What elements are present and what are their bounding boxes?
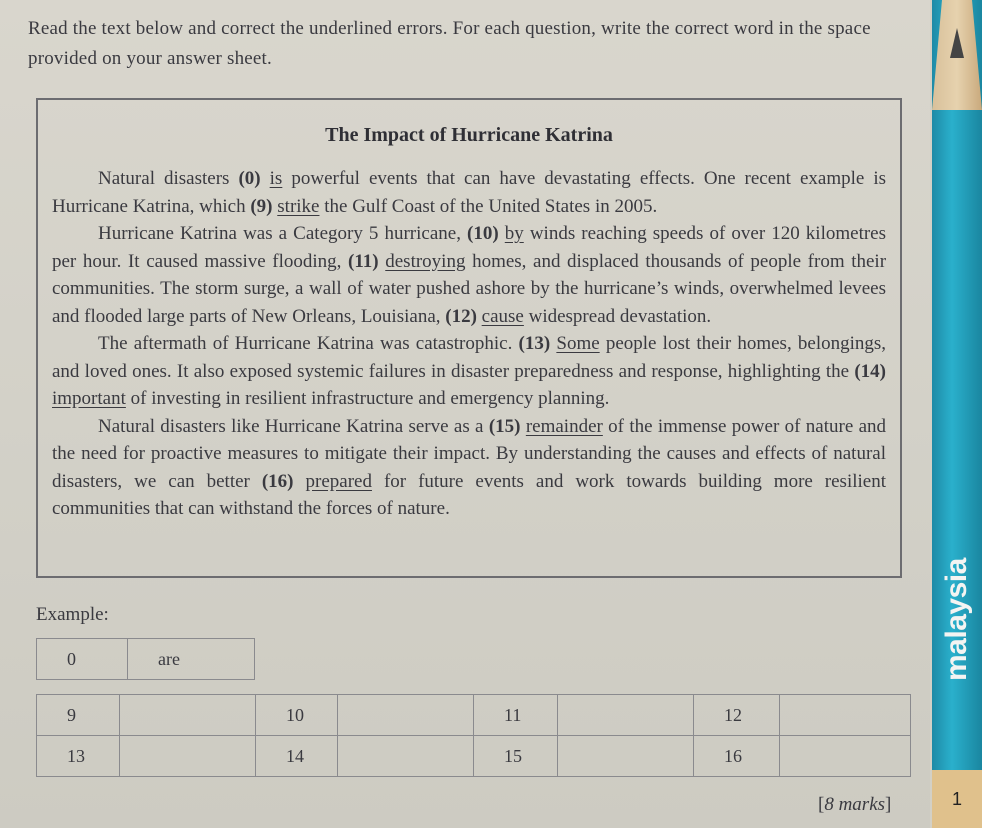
paragraph-2: [52, 220, 886, 330]
table-row: [37, 736, 911, 777]
answer-cell[interactable]: [558, 736, 694, 777]
pencil: [932, 0, 982, 828]
passage-box: [36, 98, 902, 578]
text-run: powerful events that can have devastating effects. One recent example is Hurricane Katrina, which: [52, 168, 887, 217]
question-label-cell: 12: [694, 695, 780, 736]
question-number-14: (14): [854, 360, 886, 382]
paragraph-1: [52, 165, 886, 220]
question-number-16: (16): [261, 470, 294, 492]
text-run: people lost their homes, belongings, and loved ones. It also exposed systemic failures in disaster preparedness and response, highlighting the: [52, 333, 887, 382]
question-number-13: (13): [518, 333, 551, 354]
answer-cell[interactable]: [780, 736, 911, 777]
text-run: Hurricane Katrina was a Category 5 hurricane,: [98, 223, 468, 244]
answer-cell[interactable]: [780, 695, 911, 736]
passage-title: The Impact of Hurricane Katrina: [325, 124, 613, 146]
underlined-error-10: by: [504, 223, 524, 244]
question-label-cell: 13: [37, 736, 120, 777]
text-run: the Gulf Coast of the United States in 2005.: [319, 195, 658, 217]
question-number-11: (11): [348, 250, 379, 272]
answer-cell[interactable]: [120, 736, 256, 777]
example-number-cell: 0: [37, 639, 128, 680]
underlined-error-13: Some: [556, 333, 600, 354]
underlined-error-16: prepared: [305, 470, 372, 492]
answer-cell[interactable]: [338, 695, 474, 736]
underlined-error-0: is: [269, 168, 283, 189]
marks-total: [818, 794, 891, 816]
marks-value: 8 marks: [824, 794, 886, 815]
text-run: of the immense power of nature and the need for proactive measures to mitigate their impact. By understanding the causes and effects of natural disasters, we can better: [52, 415, 887, 492]
answer-cell[interactable]: [338, 736, 474, 777]
answer-grid: [36, 694, 911, 777]
example-table: [36, 638, 255, 680]
paragraph-3: [52, 330, 886, 413]
question-label-cell: 14: [256, 736, 338, 777]
underlined-error-15: remainder: [525, 415, 603, 437]
text-run: of investing in resilient infrastructure and emergency planning.: [125, 388, 610, 409]
underlined-error-12: cause: [481, 305, 524, 327]
question-number-9: (9): [250, 195, 273, 217]
answer-cell[interactable]: [558, 695, 694, 736]
marks-bracket-open: [: [818, 794, 825, 815]
question-label-cell: 9: [37, 695, 120, 736]
question-label-cell: 11: [474, 695, 558, 736]
question-number-12: (12): [445, 305, 477, 327]
text-run: winds reaching speeds of over 120 kilometres per hour. It caused massive flooding,: [52, 223, 886, 272]
example-answer-cell: are: [128, 639, 255, 680]
text-run: homes, and displaced thousands of people from their communities. The storm surge, a wall of water pushed ashore by the hurricane’s winds, overwhelmed levees and flooded large parts of New Orleans, Louisiana,: [52, 250, 887, 327]
text-run: The aftermath of Hurricane Katrina was catastrophic.: [98, 333, 519, 354]
instructions: Read the text below and correct the underlined errors. For each question, write the correct word in the space provided on your answer sheet.: [28, 18, 871, 69]
marks-bracket-close: ]: [885, 794, 892, 815]
underlined-error-14: important: [52, 388, 126, 409]
underlined-error-9: strike: [277, 195, 320, 217]
question-number-10: (10): [467, 223, 499, 244]
text-run: widespread devastation.: [523, 305, 712, 327]
answer-cell[interactable]: [120, 695, 256, 736]
text-run: Natural disasters: [98, 168, 239, 189]
text-run: Natural disasters like Hurricane Katrina serve as a: [98, 415, 489, 437]
question-label-cell: 10: [256, 695, 338, 736]
text-run: for future events and work towards building more resilient communities that can withstand the forces of nature.: [52, 470, 887, 519]
paragraph-4: [52, 413, 886, 523]
underlined-error-11: destroying: [385, 250, 466, 272]
pencil-end-mark: 1: [932, 770, 982, 828]
example-label: Example:: [36, 604, 109, 625]
question-label-cell: 16: [694, 736, 780, 777]
question-number-15: (15): [488, 415, 521, 437]
question-label-cell: 15: [474, 736, 558, 777]
pencil-brand-logo: malaysia: [940, 558, 973, 682]
table-row: [37, 639, 255, 680]
table-row: [37, 695, 911, 736]
question-number-0: (0): [238, 168, 261, 189]
